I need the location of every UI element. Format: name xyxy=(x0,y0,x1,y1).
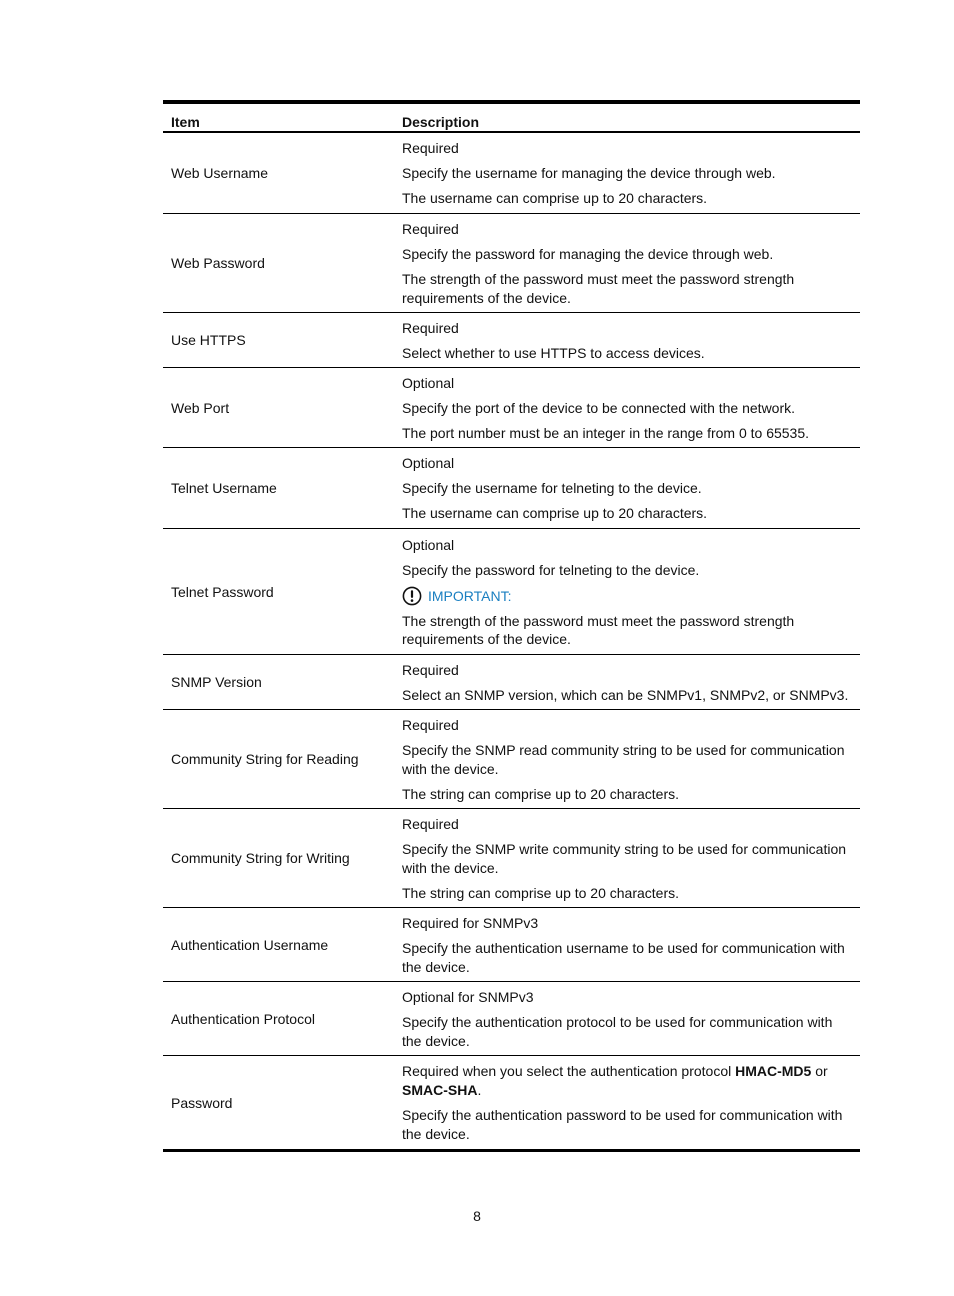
item-cell: SNMP Version xyxy=(171,674,262,690)
desc-line: Required for SNMPv3 xyxy=(402,914,539,931)
desc-line: Specify the username for managing the device through web. xyxy=(402,165,776,182)
desc-line: The username can comprise up to 20 characters. xyxy=(402,190,708,207)
desc-line: The strength of the password must meet the password strength requirements of the device. xyxy=(402,270,795,306)
desc-line: Required xyxy=(402,319,459,336)
description-cell xyxy=(394,808,860,907)
description-cell xyxy=(394,981,860,1055)
desc-line: Specify the authentication username to be used for communication with the device. xyxy=(402,939,845,975)
important-note xyxy=(402,586,852,606)
desc-line: Optional xyxy=(402,537,455,553)
desc-line: Select an SNMP version, which can be SNMPv1, SNMPv2, or SNMPv3. xyxy=(402,686,849,703)
desc-line: Specify the SNMP read community string to be used for communication with the device. xyxy=(402,741,845,777)
desc-line: The string can comprise up to 20 characters. xyxy=(402,785,680,802)
desc-line: Required xyxy=(402,815,459,832)
desc-line: Optional xyxy=(402,374,455,391)
item-cell: Web Password xyxy=(171,255,265,271)
table-row xyxy=(163,447,860,528)
desc-line: Specify the authentication password to be used for communication with the device. xyxy=(402,1107,843,1142)
table-header-row xyxy=(163,102,860,132)
table-row xyxy=(163,132,860,213)
description-cell xyxy=(394,132,860,213)
description-cell xyxy=(394,447,860,528)
item-cell: Web Username xyxy=(171,165,269,182)
table-row xyxy=(163,528,860,654)
page-number: 8 xyxy=(473,1208,481,1224)
desc-line: Specify the authentication protocol to be used for communication with the device. xyxy=(402,1013,833,1049)
desc-line: Optional xyxy=(402,455,455,471)
item-cell: Use HTTPS xyxy=(171,332,246,348)
table-row xyxy=(163,312,860,367)
description-cell xyxy=(394,1055,860,1150)
desc-line: The username can comprise up to 20 characters. xyxy=(402,505,708,521)
table-row xyxy=(163,367,860,447)
description-cell xyxy=(394,709,860,808)
item-cell: Password xyxy=(171,1094,233,1111)
desc-line: Specify the SNMP write community string to be used for communication with the device. xyxy=(402,840,847,876)
table-row xyxy=(163,213,860,312)
table-row xyxy=(163,808,860,907)
header-description: Description xyxy=(402,114,480,130)
item-cell: Telnet Password xyxy=(171,583,274,600)
desc-line: Select whether to use HTTPS to access devices. xyxy=(402,344,705,361)
desc-text: Required when you select the authentication protocol xyxy=(402,1063,736,1079)
desc-line: Optional for SNMPv3 xyxy=(402,988,534,1005)
table-row xyxy=(163,654,860,709)
desc-text: or xyxy=(811,1063,828,1079)
item-cell: Authentication Username xyxy=(171,936,329,953)
desc-line: Specify the password for telneting to the device. xyxy=(402,562,700,578)
description-cell xyxy=(394,213,860,312)
table-row xyxy=(163,981,860,1055)
parameter-table-container xyxy=(163,100,860,1152)
table-row xyxy=(163,907,860,981)
desc-line: Required xyxy=(402,220,459,237)
item-cell: Community String for Reading xyxy=(171,751,359,767)
desc-line: Required xyxy=(402,716,459,733)
important-label: IMPORTANT: xyxy=(428,587,512,604)
description-cell xyxy=(394,312,860,367)
desc-line: Specify the port of the device to be connected with the network. xyxy=(402,399,796,416)
description-cell xyxy=(394,528,860,654)
desc-line: Specify the username for telneting to the device. xyxy=(402,480,702,496)
item-cell: Telnet Username xyxy=(171,480,277,496)
item-cell: Authentication Protocol xyxy=(171,1010,315,1027)
desc-line: Specify the password for managing the device through web. xyxy=(402,245,774,262)
item-cell: Web Port xyxy=(171,399,230,416)
description-cell xyxy=(394,367,860,447)
desc-text: . xyxy=(477,1082,482,1098)
desc-line: Required xyxy=(402,140,459,157)
desc-line xyxy=(402,1062,852,1100)
desc-line: The port number must be an integer in the range from 0 to 65535. xyxy=(402,424,810,441)
desc-line: Required xyxy=(402,661,459,678)
table-row xyxy=(163,709,860,808)
parameter-table xyxy=(163,100,860,1152)
important-text: The strength of the password must meet the password strength requirements of the device. xyxy=(402,613,795,647)
protocol-name-bold: SMAC-SHA xyxy=(402,1082,478,1098)
item-cell: Community String for Writing xyxy=(171,850,350,866)
table-row xyxy=(163,1055,860,1150)
header-item: Item xyxy=(171,114,200,130)
description-cell xyxy=(394,907,860,981)
desc-line: The string can comprise up to 20 characters. xyxy=(402,884,680,901)
protocol-name-bold: HMAC-MD5 xyxy=(735,1063,812,1079)
description-cell xyxy=(394,654,860,709)
exclamation-circle-icon xyxy=(402,586,422,606)
